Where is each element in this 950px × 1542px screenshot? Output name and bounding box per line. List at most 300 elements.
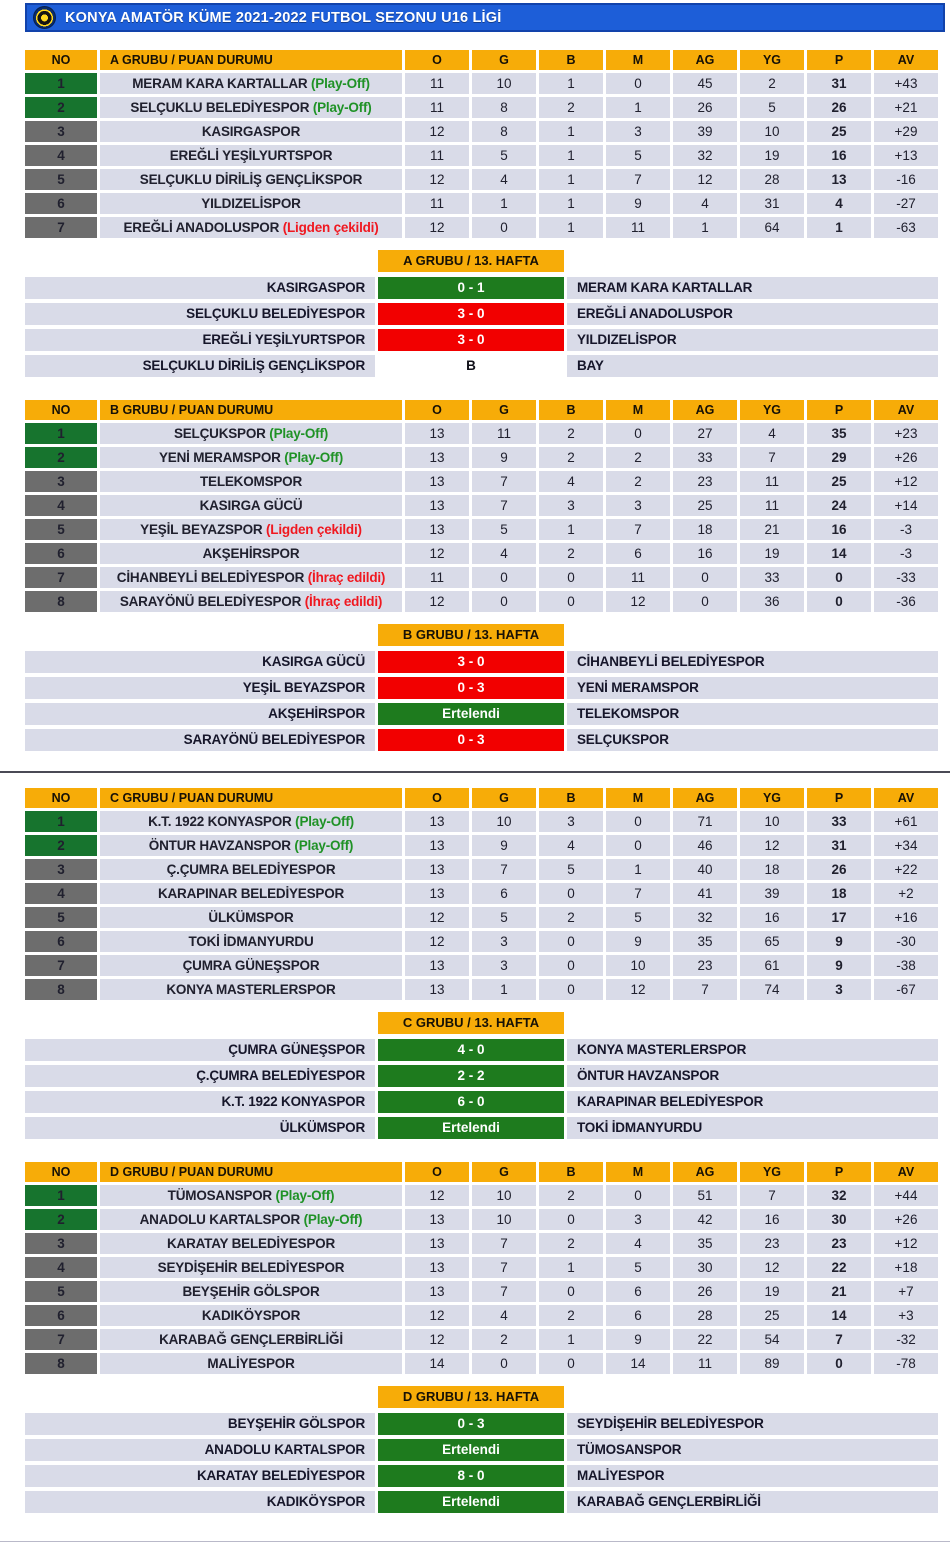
team-status-note: (Play-Off)	[303, 1212, 363, 1227]
table-row	[25, 97, 938, 118]
team-cell: SEYDİŞEHİR BELEDİYESPOR	[100, 1257, 402, 1278]
stat-cell-yg: 12	[740, 835, 804, 856]
stat-cell-ag: 1	[673, 217, 737, 238]
rank-cell: 4	[25, 883, 97, 904]
col-stat-yg: YG	[740, 400, 804, 420]
stat-cell-yg: 16	[740, 1209, 804, 1230]
stat-cell-g: 11	[472, 423, 536, 444]
table-row	[25, 73, 938, 94]
rank-cell: 6	[25, 193, 97, 214]
col-group-title: C GRUBU / PUAN DURUMU	[100, 788, 402, 808]
rank-cell: 4	[25, 145, 97, 166]
week-header: B GRUBU / 13. HAFTA	[378, 624, 564, 646]
stat-cell-m: 3	[606, 1209, 670, 1230]
stat-cell-o: 12	[405, 121, 469, 142]
stat-cell-g: 1	[472, 979, 536, 1000]
team-cell: ÇUMRA GÜNEŞSPOR	[100, 955, 402, 976]
table-row	[25, 907, 938, 928]
stat-cell-g: 10	[472, 1185, 536, 1206]
stat-cell-b: 0	[539, 883, 603, 904]
stat-cell-g: 0	[472, 567, 536, 588]
stat-cell-m: 5	[606, 907, 670, 928]
col-stat-b: B	[539, 1162, 603, 1182]
stat-cell-av: +2	[874, 883, 938, 904]
away-team: MERAM KARA KARTALLAR	[567, 277, 938, 299]
col-group-title: A GRUBU / PUAN DURUMU	[100, 50, 402, 70]
rank-cell: 6	[25, 1305, 97, 1326]
away-team: SEYDİŞEHİR BELEDİYESPOR	[567, 1413, 938, 1435]
score-cell: 0 - 3	[378, 677, 564, 699]
team-cell: K.T. 1922 KONYASPOR (Play-Off)	[100, 811, 402, 832]
standings-header-row	[25, 1162, 938, 1182]
stat-cell-o: 13	[405, 955, 469, 976]
stat-cell-m: 5	[606, 1257, 670, 1278]
col-stat-av: AV	[874, 50, 938, 70]
team-cell: TELEKOMSPOR	[100, 471, 402, 492]
team-cell: TOKİ İDMANYURDU	[100, 931, 402, 952]
stat-cell-ag: 41	[673, 883, 737, 904]
stat-cell-ag: 0	[673, 591, 737, 612]
stat-cell-g: 8	[472, 121, 536, 142]
stat-cell-av: +3	[874, 1305, 938, 1326]
stat-cell-b: 2	[539, 1233, 603, 1254]
rank-cell: 3	[25, 471, 97, 492]
home-team: KADIKÖYSPOR	[25, 1491, 375, 1513]
team-status-note: (Play-Off)	[294, 838, 354, 853]
stat-cell-av: +12	[874, 1233, 938, 1254]
col-stat-m: M	[606, 400, 670, 420]
team-cell: CİHANBEYLİ BELEDİYESPOR (İhraç edildi)	[100, 567, 402, 588]
col-stat-av: AV	[874, 400, 938, 420]
stat-cell-m: 0	[606, 73, 670, 94]
score-cell: 2 - 2	[378, 1065, 564, 1087]
stat-cell-ag: 25	[673, 495, 737, 516]
stat-cell-o: 13	[405, 979, 469, 1000]
app-header	[25, 3, 945, 32]
stat-cell-g: 9	[472, 447, 536, 468]
stat-cell-yg: 36	[740, 591, 804, 612]
stat-cell-o: 13	[405, 471, 469, 492]
col-stat-o: O	[405, 50, 469, 70]
stat-cell-av: +22	[874, 859, 938, 880]
table-row	[25, 1257, 938, 1278]
stat-cell-m: 5	[606, 145, 670, 166]
table-row	[25, 567, 938, 588]
team-cell: KADIKÖYSPOR	[100, 1305, 402, 1326]
fixtures-list	[25, 651, 938, 751]
stat-cell-p: 16	[807, 519, 871, 540]
stat-cell-o: 11	[405, 73, 469, 94]
stat-cell-o: 13	[405, 423, 469, 444]
score-cell: 4 - 0	[378, 1039, 564, 1061]
group-section-c	[0, 785, 950, 1139]
group-section-a	[0, 47, 950, 377]
team-cell: YILDIZELİSPOR	[100, 193, 402, 214]
stat-cell-g: 4	[472, 169, 536, 190]
fixture-row	[25, 303, 938, 325]
stat-cell-ag: 35	[673, 931, 737, 952]
home-team: K.T. 1922 KONYASPOR	[25, 1091, 375, 1113]
stat-cell-av: +61	[874, 811, 938, 832]
rank-cell: 7	[25, 955, 97, 976]
stat-cell-ag: 18	[673, 519, 737, 540]
stat-cell-p: 0	[807, 591, 871, 612]
stat-cell-p: 31	[807, 73, 871, 94]
stat-cell-p: 17	[807, 907, 871, 928]
stat-cell-p: 3	[807, 979, 871, 1000]
stat-cell-g: 3	[472, 931, 536, 952]
col-stat-p: P	[807, 50, 871, 70]
stat-cell-b: 0	[539, 1281, 603, 1302]
stat-cell-m: 12	[606, 979, 670, 1000]
stat-cell-g: 4	[472, 543, 536, 564]
table-row	[25, 811, 938, 832]
group-section-d	[0, 1159, 950, 1513]
stat-cell-ag: 26	[673, 1281, 737, 1302]
team-status-note: (Play-Off)	[295, 814, 354, 829]
stat-cell-yg: 23	[740, 1233, 804, 1254]
stat-cell-ag: 32	[673, 145, 737, 166]
table-row	[25, 121, 938, 142]
home-team: ANADOLU KARTALSPOR	[25, 1439, 375, 1461]
stat-cell-p: 0	[807, 1353, 871, 1374]
home-team: AKŞEHİRSPOR	[25, 703, 375, 725]
stat-cell-yg: 10	[740, 121, 804, 142]
rank-cell: 8	[25, 1353, 97, 1374]
col-stat-ag: AG	[673, 400, 737, 420]
stat-cell-b: 1	[539, 217, 603, 238]
stat-cell-m: 1	[606, 859, 670, 880]
team-cell: ÖNTUR HAVZANSPOR (Play-Off)	[100, 835, 402, 856]
col-stat-m: M	[606, 50, 670, 70]
stat-cell-g: 3	[472, 955, 536, 976]
table-row	[25, 471, 938, 492]
stat-cell-g: 7	[472, 495, 536, 516]
week-header: A GRUBU / 13. HAFTA	[378, 250, 564, 272]
stat-cell-b: 2	[539, 447, 603, 468]
table-row	[25, 193, 938, 214]
standings-table	[22, 47, 941, 241]
league-crest-icon	[33, 6, 56, 29]
fixture-row	[25, 355, 938, 377]
stat-cell-ag: 32	[673, 907, 737, 928]
rank-cell: 1	[25, 73, 97, 94]
team-cell: ANADOLU KARTALSPOR (Play-Off)	[100, 1209, 402, 1230]
stat-cell-m: 6	[606, 1305, 670, 1326]
rank-cell: 7	[25, 1329, 97, 1350]
stat-cell-yg: 19	[740, 145, 804, 166]
stat-cell-g: 7	[472, 1281, 536, 1302]
stat-cell-m: 1	[606, 97, 670, 118]
col-no: NO	[25, 50, 97, 70]
stat-cell-av: +12	[874, 471, 938, 492]
fixture-row	[25, 1091, 938, 1113]
team-cell: EREĞLİ ANADOLUSPOR (Ligden çekildi)	[100, 217, 402, 238]
stat-cell-p: 26	[807, 97, 871, 118]
fixtures-list	[25, 277, 938, 377]
stat-cell-p: 1	[807, 217, 871, 238]
stat-cell-b: 0	[539, 567, 603, 588]
rank-cell: 2	[25, 97, 97, 118]
fixture-row	[25, 703, 938, 725]
stat-cell-b: 1	[539, 121, 603, 142]
stat-cell-g: 0	[472, 591, 536, 612]
rank-cell: 5	[25, 907, 97, 928]
stat-cell-yg: 7	[740, 1185, 804, 1206]
rank-cell: 2	[25, 835, 97, 856]
score-cell: Ertelendi	[378, 1491, 564, 1513]
score-cell: 0 - 3	[378, 729, 564, 751]
team-cell: AKŞEHİRSPOR	[100, 543, 402, 564]
stat-cell-g: 1	[472, 193, 536, 214]
rank-cell: 1	[25, 811, 97, 832]
stat-cell-ag: 0	[673, 567, 737, 588]
stat-cell-b: 0	[539, 979, 603, 1000]
col-stat-m: M	[606, 788, 670, 808]
stat-cell-g: 5	[472, 907, 536, 928]
stat-cell-o: 13	[405, 447, 469, 468]
stat-cell-yg: 54	[740, 1329, 804, 1350]
stat-cell-g: 7	[472, 1233, 536, 1254]
team-cell: SELÇUKSPOR (Play-Off)	[100, 423, 402, 444]
fixture-row	[25, 651, 938, 673]
stat-cell-yg: 10	[740, 811, 804, 832]
fixture-row	[25, 1491, 938, 1513]
rank-cell: 5	[25, 1281, 97, 1302]
stat-cell-av: +44	[874, 1185, 938, 1206]
score-cell: 3 - 0	[378, 651, 564, 673]
stat-cell-yg: 2	[740, 73, 804, 94]
table-row	[25, 1209, 938, 1230]
stat-cell-b: 1	[539, 73, 603, 94]
stat-cell-ag: 23	[673, 955, 737, 976]
stat-cell-yg: 11	[740, 471, 804, 492]
rank-cell: 5	[25, 169, 97, 190]
away-team: TELEKOMSPOR	[567, 703, 938, 725]
table-row	[25, 1329, 938, 1350]
away-team: KONYA MASTERLERSPOR	[567, 1039, 938, 1061]
stat-cell-b: 0	[539, 955, 603, 976]
stat-cell-m: 11	[606, 217, 670, 238]
stat-cell-g: 10	[472, 811, 536, 832]
table-row	[25, 423, 938, 444]
team-status-note: (Play-Off)	[311, 76, 370, 91]
stat-cell-o: 13	[405, 811, 469, 832]
stat-cell-o: 12	[405, 591, 469, 612]
col-stat-p: P	[807, 400, 871, 420]
stat-cell-p: 9	[807, 931, 871, 952]
home-team: SELÇUKLU BELEDİYESPOR	[25, 303, 375, 325]
stat-cell-yg: 89	[740, 1353, 804, 1374]
stat-cell-b: 1	[539, 145, 603, 166]
stat-cell-g: 10	[472, 1209, 536, 1230]
stat-cell-g: 10	[472, 73, 536, 94]
score-cell: 3 - 0	[378, 303, 564, 325]
team-cell: KARAPINAR BELEDİYESPOR	[100, 883, 402, 904]
stat-cell-g: 0	[472, 217, 536, 238]
rank-cell: 4	[25, 1257, 97, 1278]
team-cell: TÜMOSANSPOR (Play-Off)	[100, 1185, 402, 1206]
stat-cell-o: 12	[405, 1329, 469, 1350]
stat-cell-av: +18	[874, 1257, 938, 1278]
stat-cell-b: 1	[539, 169, 603, 190]
away-team: MALİYESPOR	[567, 1465, 938, 1487]
home-team: ÜLKÜMSPOR	[25, 1117, 375, 1139]
col-stat-b: B	[539, 50, 603, 70]
standings-table	[22, 1159, 941, 1377]
stat-cell-yg: 4	[740, 423, 804, 444]
stat-cell-p: 29	[807, 447, 871, 468]
home-team: ÇUMRA GÜNEŞSPOR	[25, 1039, 375, 1061]
stat-cell-o: 13	[405, 859, 469, 880]
stat-cell-av: -3	[874, 519, 938, 540]
stat-cell-ag: 4	[673, 193, 737, 214]
stat-cell-m: 3	[606, 495, 670, 516]
stat-cell-m: 2	[606, 447, 670, 468]
col-stat-yg: YG	[740, 50, 804, 70]
stat-cell-p: 25	[807, 471, 871, 492]
stat-cell-av: -78	[874, 1353, 938, 1374]
score-cell: Ertelendi	[378, 703, 564, 725]
stat-cell-p: 9	[807, 955, 871, 976]
stat-cell-yg: 25	[740, 1305, 804, 1326]
fixture-row	[25, 729, 938, 751]
rank-cell: 6	[25, 931, 97, 952]
rank-cell: 1	[25, 1185, 97, 1206]
stat-cell-p: 13	[807, 169, 871, 190]
away-team: EREĞLİ ANADOLUSPOR	[567, 303, 938, 325]
rank-cell: 8	[25, 979, 97, 1000]
stat-cell-o: 13	[405, 1209, 469, 1230]
stat-cell-ag: 46	[673, 835, 737, 856]
stat-cell-av: +29	[874, 121, 938, 142]
team-cell: SARAYÖNÜ BELEDİYESPOR (İhraç edildi)	[100, 591, 402, 612]
col-stat-o: O	[405, 400, 469, 420]
stat-cell-m: 7	[606, 883, 670, 904]
table-row	[25, 447, 938, 468]
stat-cell-b: 1	[539, 519, 603, 540]
stat-cell-ag: 45	[673, 73, 737, 94]
team-status-note: (Ligden çekildi)	[282, 220, 379, 235]
table-row	[25, 217, 938, 238]
stat-cell-b: 2	[539, 543, 603, 564]
stat-cell-b: 0	[539, 931, 603, 952]
col-stat-b: B	[539, 788, 603, 808]
col-stat-b: B	[539, 400, 603, 420]
stat-cell-yg: 39	[740, 883, 804, 904]
table-row	[25, 883, 938, 904]
stat-cell-p: 14	[807, 1305, 871, 1326]
home-team: SELÇUKLU DİRİLİŞ GENÇLİKSPOR	[25, 355, 375, 377]
stat-cell-av: +16	[874, 907, 938, 928]
stat-cell-av: -38	[874, 955, 938, 976]
stat-cell-m: 0	[606, 835, 670, 856]
col-no: NO	[25, 1162, 97, 1182]
away-team: YENİ MERAMSPOR	[567, 677, 938, 699]
home-team: KARATAY BELEDİYESPOR	[25, 1465, 375, 1487]
stat-cell-o: 13	[405, 835, 469, 856]
team-cell: Ç.ÇUMRA BELEDİYESPOR	[100, 859, 402, 880]
stat-cell-m: 7	[606, 169, 670, 190]
standings-header-row	[25, 788, 938, 808]
stat-cell-av: -30	[874, 931, 938, 952]
stat-cell-av: +21	[874, 97, 938, 118]
team-cell: KASIRGASPOR	[100, 121, 402, 142]
team-cell: KARATAY BELEDİYESPOR	[100, 1233, 402, 1254]
stat-cell-m: 0	[606, 423, 670, 444]
stat-cell-g: 6	[472, 883, 536, 904]
stat-cell-yg: 19	[740, 1281, 804, 1302]
score-cell: Ertelendi	[378, 1439, 564, 1461]
stat-cell-ag: 39	[673, 121, 737, 142]
team-status-note: (Play-Off)	[275, 1188, 335, 1203]
stat-cell-b: 1	[539, 1329, 603, 1350]
away-team: SELÇUKSPOR	[567, 729, 938, 751]
table-row	[25, 931, 938, 952]
away-team: BAY	[567, 355, 938, 377]
stat-cell-b: 2	[539, 97, 603, 118]
stat-cell-av: -27	[874, 193, 938, 214]
stat-cell-g: 4	[472, 1305, 536, 1326]
stat-cell-b: 3	[539, 811, 603, 832]
away-team: YILDIZELİSPOR	[567, 329, 938, 351]
stat-cell-m: 14	[606, 1353, 670, 1374]
stat-cell-p: 33	[807, 811, 871, 832]
stat-cell-m: 0	[606, 811, 670, 832]
stat-cell-p: 7	[807, 1329, 871, 1350]
stat-cell-g: 0	[472, 1353, 536, 1374]
stat-cell-b: 1	[539, 193, 603, 214]
table-row	[25, 955, 938, 976]
stat-cell-p: 0	[807, 567, 871, 588]
stat-cell-yg: 16	[740, 907, 804, 928]
week-header: D GRUBU / 13. HAFTA	[378, 1386, 564, 1408]
table-row	[25, 979, 938, 1000]
standings-table	[22, 397, 941, 615]
rank-cell: 3	[25, 1233, 97, 1254]
stat-cell-yg: 7	[740, 447, 804, 468]
rank-cell: 7	[25, 217, 97, 238]
stat-cell-ag: 23	[673, 471, 737, 492]
rank-cell: 4	[25, 495, 97, 516]
stat-cell-b: 2	[539, 907, 603, 928]
col-stat-ag: AG	[673, 50, 737, 70]
stat-cell-yg: 64	[740, 217, 804, 238]
stat-cell-av: -33	[874, 567, 938, 588]
table-row	[25, 1353, 938, 1374]
col-stat-g: G	[472, 1162, 536, 1182]
team-cell: SELÇUKLU BELEDİYESPOR (Play-Off)	[100, 97, 402, 118]
rank-cell: 5	[25, 519, 97, 540]
stat-cell-o: 11	[405, 193, 469, 214]
stat-cell-ag: 28	[673, 1305, 737, 1326]
stat-cell-ag: 33	[673, 447, 737, 468]
table-row	[25, 169, 938, 190]
stat-cell-o: 14	[405, 1353, 469, 1374]
stat-cell-p: 25	[807, 121, 871, 142]
stat-cell-m: 4	[606, 1233, 670, 1254]
fixture-row	[25, 1065, 938, 1087]
stat-cell-b: 0	[539, 1353, 603, 1374]
stat-cell-av: -16	[874, 169, 938, 190]
stat-cell-p: 21	[807, 1281, 871, 1302]
stat-cell-p: 26	[807, 859, 871, 880]
stat-cell-av: +26	[874, 1209, 938, 1230]
score-cell: 8 - 0	[378, 1465, 564, 1487]
rank-cell: 3	[25, 121, 97, 142]
team-cell: YENİ MERAMSPOR (Play-Off)	[100, 447, 402, 468]
home-team: SARAYÖNÜ BELEDİYESPOR	[25, 729, 375, 751]
